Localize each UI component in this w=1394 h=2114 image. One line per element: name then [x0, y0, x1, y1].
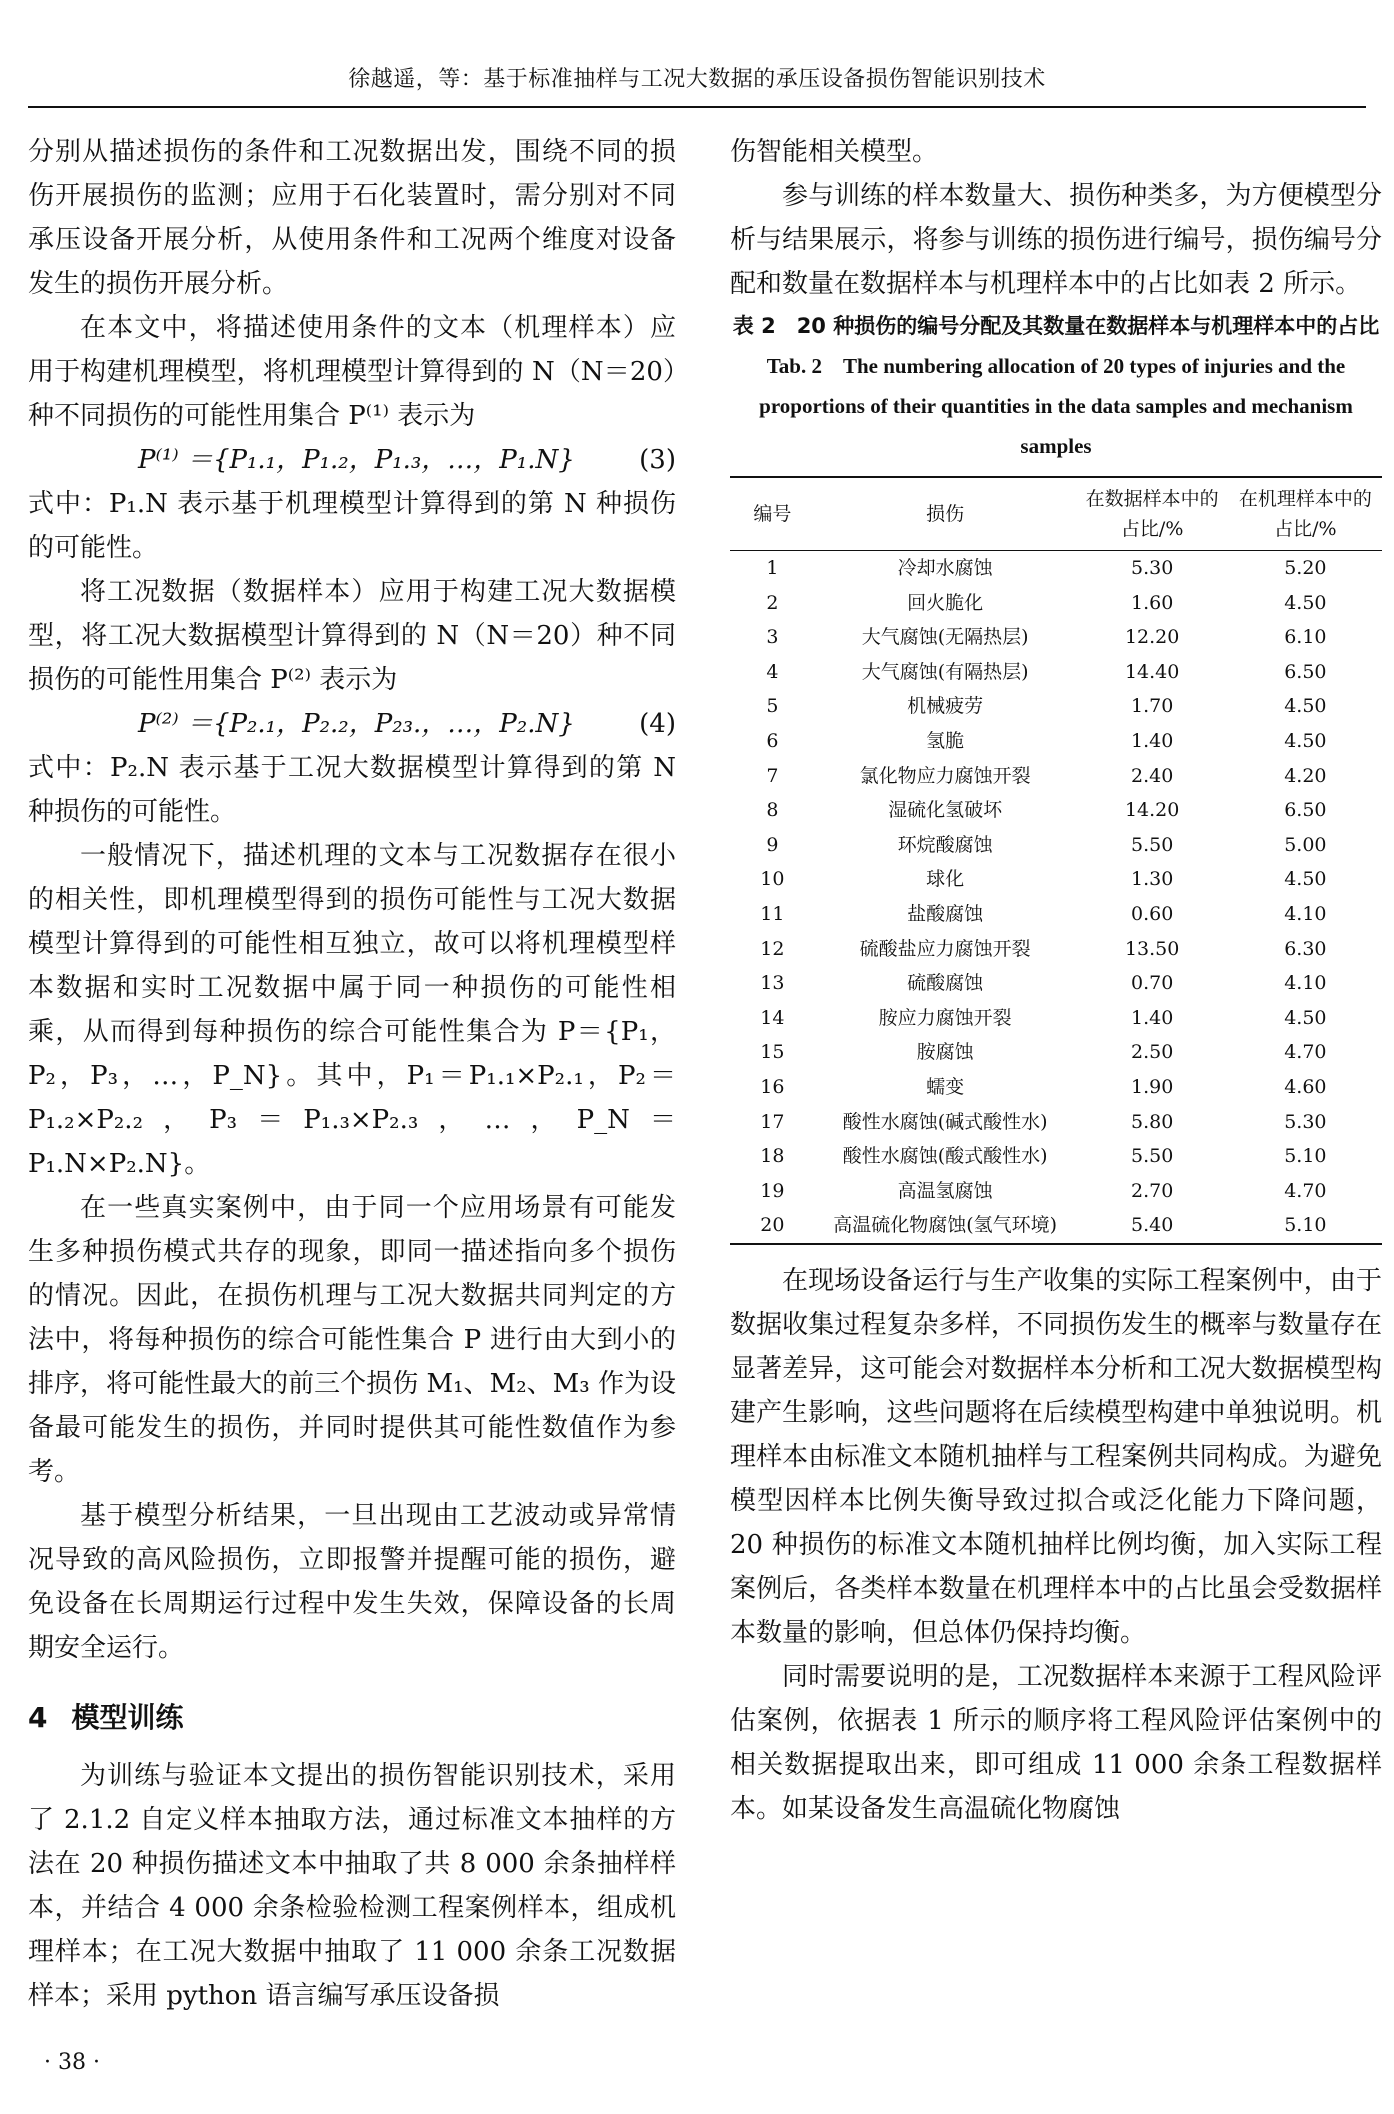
running-header: 徐越遥，等：基于标准抽样与工况大数据的承压设备损伤智能识别技术: [348, 67, 1046, 92]
paragraph: 伤智能相关模型。: [730, 137, 939, 167]
table-cell: 20: [760, 1214, 785, 1237]
table-cell: 3: [766, 626, 779, 649]
table-cell: 环烷酸腐蚀: [897, 833, 993, 856]
section-title: 模型训练: [71, 1701, 184, 1734]
equation-3: [28, 438, 676, 482]
table-cell: 5.20: [1284, 557, 1327, 579]
paragraph: 一般情况下，描述机理的文本与工况数据存在很小的相关性，即机理模型得到的损伤可能性与工况大数据模型计算得到的可能性相互独立，故可以将机理模型样本数据和实时工况数据中属于同一种损伤的可能性相乘，从而得到每种损伤的综合可能性集合为 P＝{P₁，P₂，P₃，…，P_N}。其中，P₁＝P₁.₁×P₂.₁，P₂＝P₁.₂×P₂.₂，P₃＝P₁.₃×P₂.₃，…，P_N＝P₁.N×P₂.N}。: [28, 841, 676, 1179]
table-cell: 15: [760, 1041, 785, 1064]
paragraph: 为训练与验证本文提出的损伤智能识别技术，采用了 2.1.2 自定义样本抽取方法，通过标准文本抽样的方法在 20 种损伤描述文本中抽取了共 8 000 余条抽样样本，并结合 4 000 余条检验检测工程案例样本，组成机理样本；在工况大数据中抽取了 11 000 余条工况数据样本；采用 python 语言编写承压设备损: [28, 1761, 676, 2011]
table-cell: 0.70: [1131, 972, 1174, 995]
table-row: [730, 1035, 1382, 1070]
table-cell: 6.10: [1284, 626, 1327, 649]
paragraph: 基于模型分析结果，一旦出现由工艺波动或异常情况导致的高风险损伤，立即报警并提醒可能的损伤，避免设备在长周期运行过程中发生失效，保障设备的长周期安全运行。: [28, 1501, 676, 1663]
table-header-row: [730, 477, 1382, 551]
table-cell: 1.90: [1131, 1075, 1174, 1098]
table-row: [730, 551, 1382, 586]
right-column: [730, 130, 1382, 1831]
table-row: [730, 1001, 1382, 1036]
equation-body: P⁽¹⁾ ＝{P₁.₁，P₁.₂，P₁.₃，…，P₁.N}: [138, 445, 575, 475]
equation-body: P⁽²⁾ ＝{P₂.₁，P₂.₂，P₂₃.，…，P₂.N}: [138, 709, 575, 739]
table-row: [730, 897, 1382, 932]
table-cell: 硫酸盐应力腐蚀开裂: [859, 937, 1031, 960]
paragraph: 在一些真实案例中，由于同一个应用场景有可能发生多种损伤模式共存的现象，即同一描述指向多个损伤的情况。因此，在损伤机理与工况大数据共同判定的方法中，将每种损伤的综合可能性集合 P 进行由大到小的排序，将可能性最大的前三个损伤 M₁、M₂、M₃ 作为设备最可能发生的损伤，并同时提供其可能性数值作为参考。: [28, 1193, 676, 1487]
table-row: [730, 655, 1382, 690]
table-cell: 9: [766, 833, 779, 856]
table-cell: 4.70: [1284, 1041, 1327, 1064]
table-cell: 14.40: [1124, 660, 1180, 683]
table-cell: 1.60: [1131, 591, 1174, 614]
table-cell: 13.50: [1124, 937, 1180, 960]
table-row: [730, 759, 1382, 794]
equation-number: (3): [639, 445, 676, 475]
table-row: [730, 793, 1382, 828]
table-caption-en: Tab. 2 The numbering allocation of 20 types of injuries and the proportions of their quantities in the data samples and mechanism samples: [759, 354, 1353, 458]
table-cell: 2.50: [1131, 1041, 1174, 1064]
table-cell: 5.10: [1284, 1214, 1327, 1237]
paragraph: 在现场设备运行与生产收集的实际工程案例中，由于数据收集过程复杂多样，不同损伤发生的概率与数量存在显著差异，这可能会对数据样本分析和工况大数据模型构建产生影响，这些问题将在后续模型构建中单独说明。机理样本由标准文本随机抽样与工程案例共同构成。为避免模型因样本比例失衡导致过拟合或泛化能力下降问题，20 种损伤的标准文本随机抽样比例均衡，加入实际工程案例后，各类样本数量在机理样本中的占比虽会受数据样本数量的影响，但总体仍保持均衡。: [730, 1265, 1382, 1648]
table-cell: 5.80: [1131, 1110, 1174, 1133]
table-cell: 冷却水腐蚀: [897, 557, 993, 579]
page-number: · 38 ·: [44, 2050, 100, 2075]
table-cell: 5.50: [1131, 1145, 1174, 1168]
table-cell: 高温氢腐蚀: [897, 1179, 993, 1202]
table-cell: 6.50: [1284, 799, 1327, 822]
table-cell: 1.70: [1131, 695, 1174, 718]
table-cell: 5.50: [1131, 833, 1174, 856]
table-cell: 4.50: [1284, 591, 1327, 614]
table-cell: 7: [766, 764, 779, 787]
table-row: [730, 966, 1382, 1001]
table-row: [730, 862, 1382, 897]
equation-number: (4): [639, 709, 676, 739]
table-cell: 氯化物应力腐蚀开裂: [859, 764, 1031, 787]
table-cell: 5.40: [1131, 1214, 1174, 1237]
table-caption-zh: 表 2 20 种损伤的编号分配及其数量在数据样本与机理样本中的占比: [732, 314, 1380, 338]
paragraph: 分别从描述损伤的条件和工况数据出发，围绕不同的损伤开展损伤的监测；应用于石化装置时，需分别对不同承压设备开展分析，从使用条件和工况两个维度对设备发生的损伤开展分析。: [28, 137, 676, 299]
table-body: [730, 551, 1382, 1244]
table-cell: 胺腐蚀: [916, 1041, 974, 1064]
table-cell: 16: [760, 1075, 785, 1098]
table-cell: 4.10: [1284, 902, 1327, 925]
section-number: 4: [28, 1701, 48, 1734]
table-cell: 12: [760, 937, 785, 960]
table-cell: 机械疲劳: [907, 695, 984, 718]
data-table: [730, 476, 1382, 1245]
table-cell: 5.00: [1284, 833, 1327, 856]
table-cell: 13: [760, 972, 785, 995]
table-row: [730, 689, 1382, 724]
table-cell: 4.50: [1284, 729, 1327, 752]
table-cell: 4.50: [1284, 1006, 1327, 1029]
table-cell: 胺应力腐蚀开裂: [878, 1006, 1012, 1029]
table-cell: 回火脆化: [907, 591, 984, 614]
table-cell: 12.20: [1124, 626, 1180, 649]
table-cell: 14.20: [1124, 799, 1180, 822]
table-cell: 18: [760, 1145, 785, 1168]
table-cell: 酸性水腐蚀(酸式酸性水): [842, 1145, 1048, 1168]
paragraph: 在本文中，将描述使用条件的文本（机理样本）应用于构建机理模型，将机理模型计算得到的 N（N＝20）种不同损伤的可能性用集合 P⁽¹⁾ 表示为: [28, 313, 676, 431]
table-cell: 1.30: [1131, 868, 1174, 891]
table-cell: 10: [760, 868, 785, 891]
table-cell: 6.30: [1284, 937, 1327, 960]
table-cell: 硫酸腐蚀: [907, 972, 984, 995]
table-cell: 4: [766, 660, 779, 683]
paragraph: 将工况数据（数据样本）应用于构建工况大数据模型，将工况大数据模型计算得到的 N（N＝20）种不同损伤的可能性用集合 P⁽²⁾ 表示为: [28, 577, 676, 695]
table-cell: 球化: [926, 868, 965, 891]
table-cell: 4.50: [1284, 695, 1327, 718]
table-cell: 酸性水腐蚀(碱式酸性水): [842, 1110, 1048, 1133]
table-row: [730, 1139, 1382, 1174]
table-cell: 2.40: [1131, 764, 1174, 787]
table-cell: 5: [766, 695, 779, 718]
table-cell: 4.70: [1284, 1179, 1327, 1202]
table-cell: 4.20: [1284, 764, 1327, 787]
table-cell: 盐酸腐蚀: [907, 902, 984, 925]
paragraph: 同时需要说明的是，工况数据样本来源于工程风险评估案例，依据表 1 所示的顺序将工程风险评估案例中的相关数据提取出来，即可组成 11 000 余条工程数据样本。如某设备发生高温硫化物腐蚀: [730, 1661, 1382, 1824]
table-row: [730, 1105, 1382, 1140]
header-rule: [28, 106, 1366, 108]
table-cell: 高温硫化物腐蚀(氢气环境): [833, 1214, 1058, 1237]
table-cell: 14: [760, 1006, 785, 1029]
paragraph: 参与训练的样本数量大、损伤种类多，为方便模型分析与结果展示，将参与训练的损伤进行编号，损伤编号分配和数量在数据样本与机理样本中的占比如表 2 所示。: [730, 181, 1382, 299]
table-cell: 1.40: [1131, 1006, 1174, 1029]
table-cell: 大气腐蚀(有隔热层): [861, 660, 1029, 683]
table-cell: 蠕变: [926, 1075, 965, 1098]
table-cell: 5.30: [1131, 557, 1174, 579]
table-cell: 17: [760, 1110, 785, 1133]
table-cell: 5.30: [1284, 1110, 1327, 1133]
table-cell: 4.50: [1284, 868, 1327, 891]
table-cell: 湿硫化氢破坏: [888, 799, 1003, 822]
table-cell: 4.60: [1284, 1075, 1327, 1098]
table-cell: 5.10: [1284, 1145, 1327, 1168]
table-cell: 6.50: [1284, 660, 1327, 683]
table-cell: 2: [766, 591, 779, 614]
table-cell: 0.60: [1131, 902, 1174, 925]
left-column: [28, 130, 676, 2018]
table-cell: 1.40: [1131, 729, 1174, 752]
table-row: [730, 932, 1382, 967]
column-header: 编号: [753, 503, 792, 525]
table-cell: 19: [760, 1179, 785, 1202]
column-header: 损伤: [926, 503, 965, 525]
table-row: [730, 586, 1382, 621]
table-cell: 大气腐蚀(无隔热层): [861, 626, 1029, 649]
paragraph: 式中：P₁.N 表示基于机理模型计算得到的第 N 种损伤的可能性。: [28, 489, 676, 563]
table-cell: 2.70: [1131, 1179, 1174, 1202]
table-row: [730, 620, 1382, 655]
table-cell: 8: [766, 799, 779, 822]
table-row: [730, 1208, 1382, 1244]
equation-4: [28, 702, 676, 746]
table-cell: 6: [766, 729, 779, 752]
column-header: 在机理样本中的占比/%: [1238, 488, 1372, 540]
table-cell: 1: [766, 557, 779, 579]
table-cell: 11: [760, 902, 785, 925]
table-row: [730, 1174, 1382, 1209]
table-row: [730, 1070, 1382, 1105]
table-row: [730, 828, 1382, 863]
paragraph: 式中：P₂.N 表示基于工况大数据模型计算得到的第 N 种损伤的可能性。: [28, 753, 676, 827]
table-cell: 氢脆: [926, 729, 965, 752]
table-cell: 4.10: [1284, 972, 1327, 995]
section-heading: [28, 1696, 676, 1740]
table-row: [730, 724, 1382, 759]
column-header: 在数据样本中的占比/%: [1085, 488, 1219, 540]
